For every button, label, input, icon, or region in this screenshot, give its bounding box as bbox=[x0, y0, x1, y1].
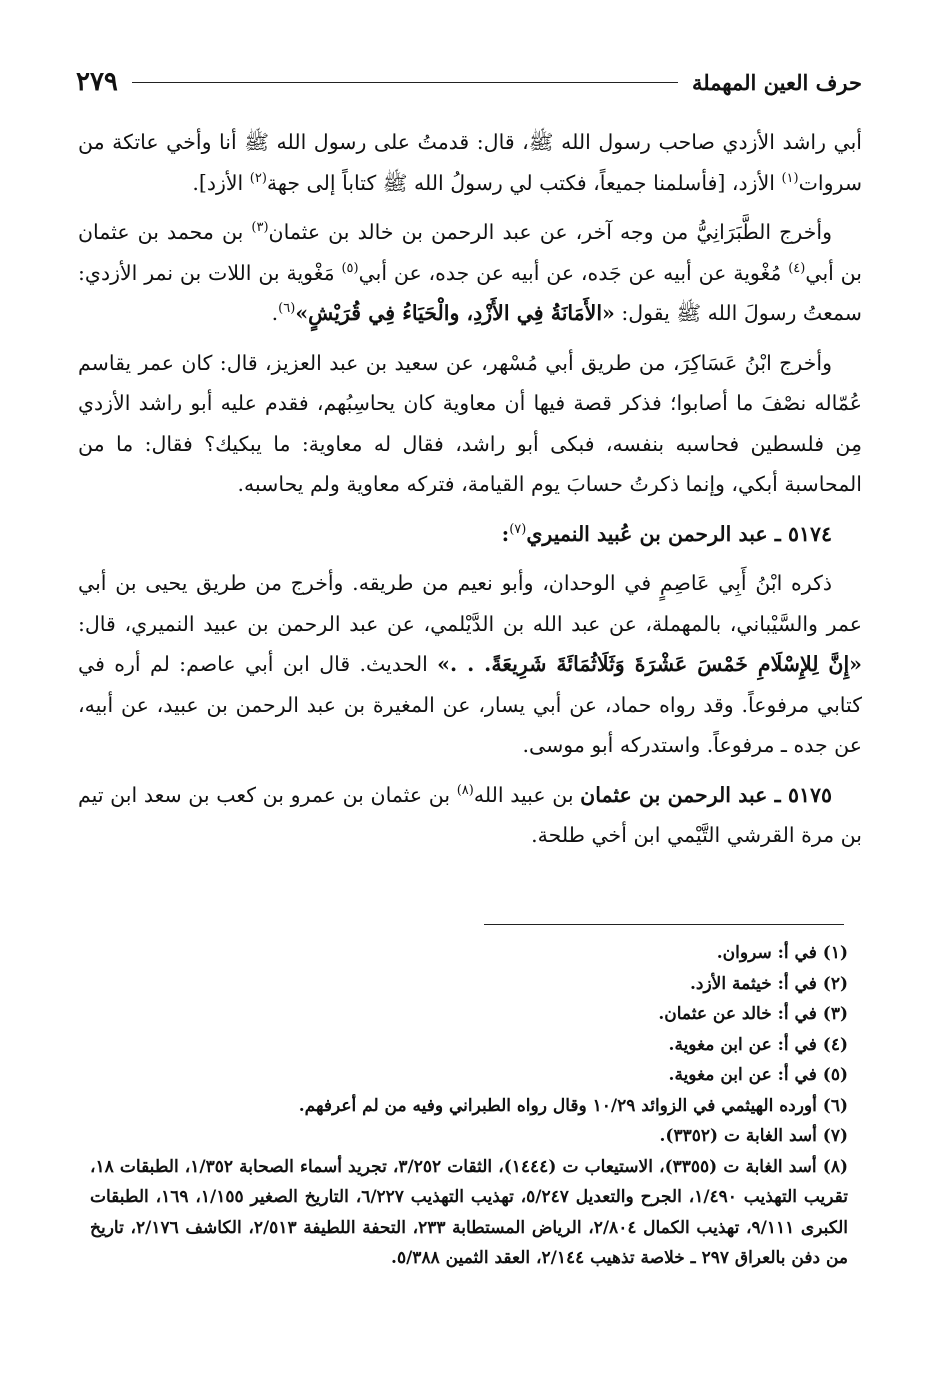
paragraph-2-text: وأخرج الطَّبَرَانِيُّ من وجه آخر، عن عبد الرحمن بن خالد بن عثمان bbox=[268, 220, 832, 244]
paragraph-2-text-2: بن محمد بن عثمان بن أبي bbox=[78, 220, 862, 285]
footnotes bbox=[90, 938, 848, 1274]
header-rule bbox=[132, 82, 678, 83]
entry-5174-text-2: الحديث. قال ابن أبي عاصم: لم أره في كتابي مرفوعاً. وقد رواه حماد، عن أبي يسار، عن المغيرة بن عبد الرحمن بن عبيد، عن أبيه، عن جده ـ مرفوعاً. واستدركه أبو موسى. bbox=[78, 652, 862, 757]
footnote-ref-8: (٨) bbox=[456, 782, 474, 798]
entry-5175-title: ٥١٧٥ ـ عبد الرحمن بن عثمان bbox=[580, 782, 832, 807]
page-number: ٢٧٩ bbox=[76, 67, 118, 97]
footnote-3: (٣) في أ: خالد عن عثمان. bbox=[658, 1004, 848, 1024]
entry-5175-text-2: بن عثمان بن عمرو بن كعب بن سعد ابن تيم بن مرة القرشي التَّيْمي ابن أخي طلحة. bbox=[78, 782, 862, 847]
footnote-ref-5: (٥) bbox=[341, 260, 359, 276]
entry-5174-heading bbox=[78, 514, 862, 555]
paragraph-1-text-2: الأزد، [فأسلمنا جميعاً، فكتب لي رسولُ الله ﷺ كتاباً إلى جهة bbox=[266, 170, 782, 195]
footnote-ref-1: (١) bbox=[781, 170, 799, 186]
entry-5175 bbox=[78, 775, 862, 856]
entry-5174-text: ذكره ابْنُ أَبِي عَاصِمٍ في الوحدان، وأبو نعيم من طريقه. وأخرج من طريق يحيى بن أبي عمر والسَّيْباني، بالمهملة، عن عبد الله بن الدَّيْلمي، عن عبد الرحمن بن عبيد النميري، قال: bbox=[78, 571, 862, 636]
hadith-quote-1: «الأَمَانَةُ فِي الأَزْدِ، والْحَيَاءُ فِي قُرَيْشٍ» bbox=[295, 301, 615, 325]
paragraph-3 bbox=[78, 343, 862, 505]
entry-5174-body bbox=[78, 563, 862, 766]
footnote-4: (٤) في أ: عن ابن مغوية. bbox=[668, 1034, 848, 1055]
footnote-ref-2: (٢) bbox=[249, 170, 267, 186]
paragraph-1 bbox=[78, 122, 862, 203]
footnote-8: (٨) أسد الغابة ت (٣٣٥٥)، الاستيعاب ت (١٤٤٤)، الثقات ٣/٢٥٢، تجريد أسماء الصحابة ١/٣٥٢، الطبقات ١٨، تقريب التهذيب ١/٤٩٠، الجرح والتعديل ٥/٢٤٧، تهذيب التهذيب ٦/٢٢٧، التاريخ الصغير ١/١٥٥، ١٦٩، الطبقات الكبرى ٩/١١١، تهذيب الكمال ٢/٨٠٤، الرياض المستطابة ٢٣٣، التحفة اللطيفة ٢/٥١٣، الكاشف ٢/١٧٦، تاريخ من دفن بالعراق ٢٩٧ ـ خلاصة تذهيب ٢/١٤٤، العقد الثمين ٥/٣٨٨. bbox=[90, 1156, 849, 1268]
footnote-7: (٧) أسد الغابة ت (٣٣٥٢). bbox=[659, 1126, 848, 1146]
paragraph-3-text: وأخرج ابْنُ عَسَاكِرَ، من طريق أبي مُسْهر، عن سعيد بن عبد العزيز، قال: كان عمر يقاسم عُمّاله نصْفَ ما أصابوا؛ فذكر قصة فيها أن معاوية كان يحاسِبُهم، فقدم عليه أبو راشد الأزدي مِن فلسطين فحاسبه بنفسه، فبكى أبو راشد، فقال له معاوية: ما يبكيك؟ فقال: ما من المحاسبة أبكي، وإنما ذكرتُ حسابَ يوم القيامة، فتركه معاوية ولم يحاسبه. bbox=[78, 350, 862, 496]
paragraph-1-text-3: الأزد]. bbox=[192, 170, 250, 195]
footnote-separator bbox=[484, 924, 844, 925]
footnote-5: (٥) في أ: عن ابن مغوية. bbox=[668, 1065, 848, 1085]
footnote-ref-3: (٣) bbox=[251, 220, 269, 236]
paragraph-2 bbox=[78, 212, 862, 334]
footnote-ref-4: (٤) bbox=[788, 260, 806, 276]
footnote-ref-7: (٧) bbox=[509, 521, 527, 537]
main-text bbox=[78, 122, 862, 865]
entry-5174-colon: : bbox=[501, 521, 510, 546]
running-title: حرف العين المهملة bbox=[691, 69, 862, 95]
footnote-ref-6: (٦) bbox=[278, 301, 296, 317]
footnote-2: (٢) في أ: خيثمة الأزد. bbox=[689, 973, 848, 994]
hadith-quote-2: «إِنَّ لِلإِسْلَامِ خَمْسَ عَشْرَةَ وَثَلَاثُمَائَةَ شَرِيعَةً. . .» bbox=[437, 652, 862, 676]
running-header bbox=[76, 62, 862, 102]
paragraph-1-text: أبي راشد الأزدي صاحب رسول الله ﷺ، قال: قدمتُ على رسول الله ﷺ أنا وأخي عاتكة من سروات bbox=[78, 130, 862, 195]
paragraph-2-text-4: مَغْوية بن اللات بن نمر الأزدي: سمعتُ رسولَ الله ﷺ يقول: bbox=[78, 260, 862, 325]
paragraph-2-text-3: مُغْوية عن أبيه عن جَده، عن أبيه عن جده، عن أبي bbox=[358, 260, 789, 285]
entry-5174-title: ٥١٧٤ ـ عبد الرحمن بن عُبيد النميري bbox=[526, 521, 832, 546]
footnote-1: (١) في أ: سروان. bbox=[716, 943, 848, 963]
footnote-6: (٦) أورده الهيثمي في الزوائد ١٠/٢٩ وقال رواه الطبراني وفيه من لم أعرفهم. bbox=[298, 1095, 848, 1116]
entry-5175-text: بن عبيد الله bbox=[473, 782, 581, 807]
paragraph-2-text-5: . bbox=[271, 301, 279, 325]
